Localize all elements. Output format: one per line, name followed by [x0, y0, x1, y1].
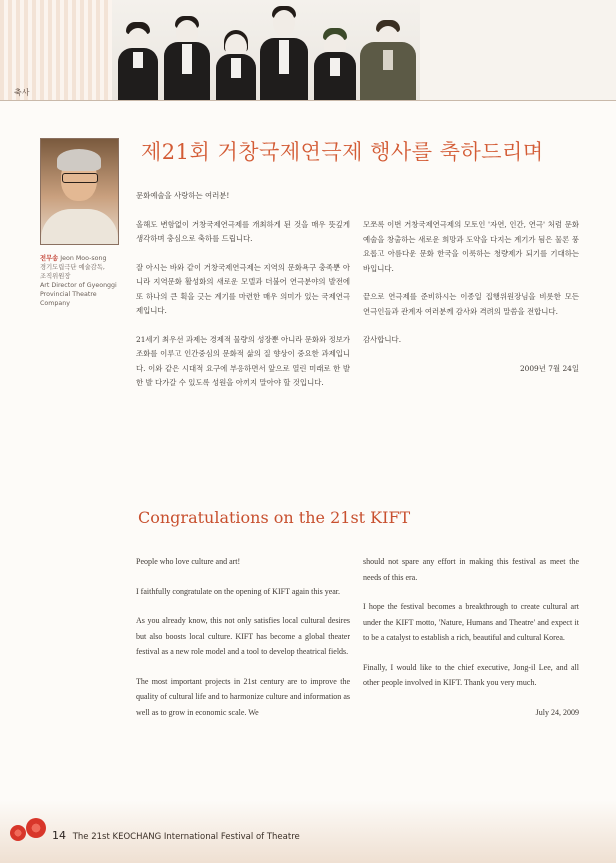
paragraph: 문화예술을 사랑하는 여러분!: [136, 191, 230, 200]
actor-figure: [118, 12, 158, 100]
author-title-en: Art Director of Gyeonggi: [40, 282, 117, 289]
paragraph: Finally, I would like to the chief executive, Jong-il Lee, and all other people involved in KIFT. Thank you very much.: [363, 662, 579, 687]
actor-figure: [216, 16, 256, 100]
page-number: 14: [52, 829, 66, 842]
author-title-en: Provincial Theatre: [40, 291, 97, 298]
paragraph: 감사합니다.: [363, 335, 402, 344]
paragraph: 모쪼록 이번 거창국제연극제의 모토인 '자연, 인간, 연극' 처럼 문화예술을 창출하는 새로운 희망과 도약을 다지는 계기가 됨은 물론 풍요롭고 아름다운 문화 한국을 이룩하는 청량제가 되기를 기대하는 바입니다.: [363, 220, 579, 273]
author-title-ko: 조직위원장: [40, 273, 71, 280]
paragraph: I faithfully congratulate on the opening of KIFT again this year.: [136, 586, 341, 596]
header-background: [420, 0, 616, 100]
author-title-en: Company: [40, 300, 70, 307]
korean-title: 제21회 거창국제연극제 행사를 축하드리며: [141, 140, 544, 164]
page-footer: [52, 829, 300, 842]
korean-left-column: [136, 189, 350, 405]
english-left-column: [136, 554, 350, 734]
author-name-ko: 전무송: [40, 255, 59, 262]
paragraph: The most important projects in 21st century are to improve the quality of cultural life and to harmonize culture and information as well as to grow in economic scale. We: [136, 676, 350, 717]
paragraph: 끝으로 연극제를 준비하시는 이종일 집행위원장님을 비롯한 모든 연극인들과 관계자 여러분께 감사와 격려의 말씀을 전합니다.: [363, 292, 579, 316]
actor-figure: [360, 10, 416, 100]
paragraph: 잘 아시는 바와 같이 거창국제연극제는 지역의 문화욕구 충족뿐 아니라 지역문화 활성화의 새로운 모델과 더불어 연극분야의 발전에 또 하나의 큰 획을 긋는 계기를 마련한 매우 의미가 있는 국제연극제입니다.: [136, 262, 350, 315]
korean-right-column: [363, 218, 579, 390]
paragraph: 올해도 변함없이 거창국제연극제를 개최하게 된 것을 매우 뜻깊게 생각하며 충심으로 축하를 드립니다.: [136, 219, 350, 243]
flower-decoration: [26, 818, 46, 838]
author-name-en: Jeon Moo-song: [60, 255, 107, 262]
publication-title: The 21st KEOCHANG International Festival of Theatre: [72, 832, 300, 842]
korean-date: 2009년 7월 24일: [519, 363, 579, 373]
actor-figure: [260, 2, 308, 100]
author-portrait: [40, 138, 119, 245]
header-stripes: [0, 0, 112, 100]
paragraph: 21세기 최우선 과제는 경제적 물량의 성장뿐 아니라 문화와 정보가 조화를 이루고 인간중심의 문화적 삶의 질 향상이 중요한 과제입니다. 이와 같은 시대적 요구에 부응하면서 앞으로 열린 미래로 한 발 한 발 다가갈 수 있도록 성원을 아끼지 말아야 할 것입니다.: [136, 334, 350, 387]
header-divider: [0, 100, 616, 101]
paragraph: As you already know, this not only satisfies local cultural desires but also boosts local culture. KIFT has become a global theater festival as a new role model and a tool to develop theatrical fields.: [136, 616, 350, 656]
author-title-ko: 경기도립극단 예술감독,: [40, 264, 105, 271]
actor-figure: [164, 8, 210, 100]
english-title: Congratulations on the 21st KIFT: [138, 508, 411, 527]
paragraph: People who love culture and art!: [136, 557, 241, 566]
section-label: 축사: [14, 88, 30, 97]
actor-figure: [314, 14, 356, 100]
flower-decoration: [10, 825, 26, 841]
paragraph: I hope the festival becomes a breakthrough to create cultural art under the KIFT motto, 'Nature, Humans and Theatre' and expect it to be a catalyst to establish a rich, beautiful and cultural Korea.: [363, 602, 579, 642]
cast-photo: [112, 0, 420, 100]
english-right-column: [363, 554, 579, 734]
author-info: [40, 254, 130, 308]
english-date: July 24, 2009: [535, 707, 579, 717]
paragraph: should not spare any effort in making this festival as meet the needs of this era.: [363, 557, 579, 582]
